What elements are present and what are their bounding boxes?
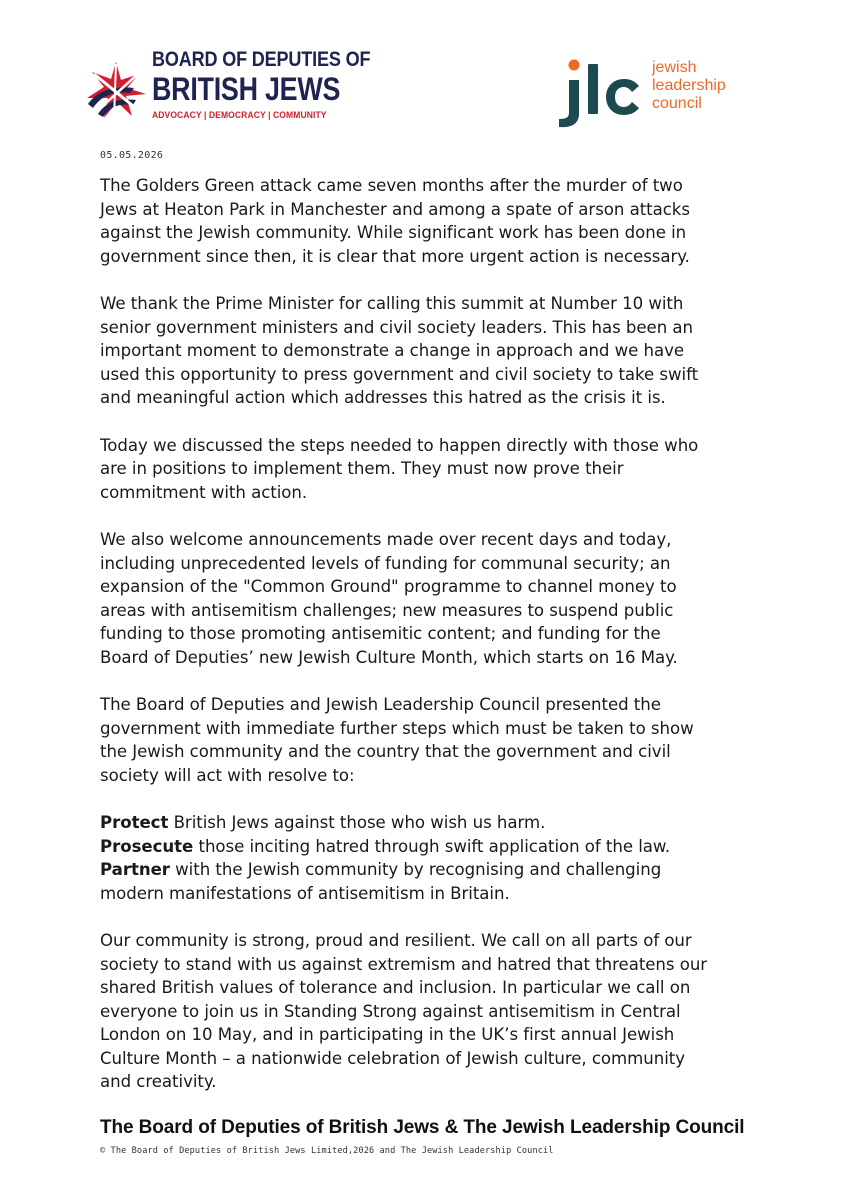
jlc-word-leadership: leadership bbox=[652, 77, 726, 94]
paragraph-7 bbox=[100, 929, 760, 1094]
jlc-word-jewish: jewish bbox=[652, 59, 697, 76]
statement-body bbox=[100, 174, 760, 1118]
text-line: funding to those promoting antisemitic content; and funding for the bbox=[100, 624, 661, 643]
paragraph-2 bbox=[100, 292, 760, 410]
text-line: We also welcome announcements made over recent days and today, bbox=[100, 530, 672, 549]
text-line: expansion of the "Common Ground" programme to channel money to bbox=[100, 577, 677, 596]
text-line: Jews at Heaton Park in Manchester and among a spate of arson attacks bbox=[100, 199, 690, 219]
commitment-protect-text: British Jews against those who wish us harm. bbox=[168, 813, 546, 832]
union-star-emblem-icon bbox=[84, 60, 148, 120]
commitment-prosecute bbox=[100, 835, 760, 859]
commitment-partner-keyword: Partner bbox=[100, 860, 170, 879]
jlc-word-council: council bbox=[652, 95, 702, 112]
text-line: including unprecedented levels of funding for communal security; an bbox=[100, 553, 671, 573]
text-line: the Jewish community and the country that the government and civil bbox=[100, 742, 671, 761]
bod-logo-line1: BOARD OF DEPUTIES OF bbox=[152, 48, 371, 71]
text-line: London on 10 May, and in participating in the UK’s first annual Jewish bbox=[100, 1025, 675, 1044]
signoff: The Board of Deputies of British Jews & The Jewish Leadership Council bbox=[100, 1117, 745, 1138]
commitment-protect-keyword: Protect bbox=[100, 813, 169, 832]
commitment-prosecute-keyword: Prosecute bbox=[100, 836, 194, 856]
copyright-notice: © The Board of Deputies of British Jews Limited,2026 and The Jewish Leadership Council bbox=[100, 1146, 554, 1156]
text-line: and meaningful action which addresses this hatred as the crisis it is. bbox=[100, 388, 666, 407]
text-line: Board of Deputies’ new Jewish Culture Month, which starts on 16 May. bbox=[100, 647, 678, 667]
text-line: against the Jewish community. While significant work has been done in bbox=[100, 223, 687, 242]
text-line: shared British values of tolerance and inclusion. In particular we call on bbox=[100, 978, 691, 997]
statement-date: 05.05.2026 bbox=[100, 150, 164, 161]
paragraph-5 bbox=[100, 693, 760, 787]
commitment-partner-continued: modern manifestations of antisemitism in Britain. bbox=[100, 883, 510, 903]
commitment-protect bbox=[100, 811, 760, 835]
text-line: We thank the Prime Minister for calling this summit at Number 10 with bbox=[100, 294, 684, 313]
text-line: everyone to join us in Standing Strong against antisemitism in Central bbox=[100, 1001, 681, 1021]
text-line: important moment to demonstrate a change in approach and we have bbox=[100, 341, 685, 360]
commitment-prosecute-text: those inciting hatred through swift application of the law. bbox=[193, 836, 671, 856]
paragraph-3 bbox=[100, 434, 760, 505]
text-line: Culture Month – a nationwide celebration of Jewish culture, community bbox=[100, 1048, 685, 1068]
text-line: used this opportunity to press government and civil society to take swift bbox=[100, 364, 699, 384]
paragraph-1 bbox=[100, 174, 760, 268]
jlc-wordmark bbox=[652, 59, 726, 113]
text-line: commitment with action. bbox=[100, 482, 308, 502]
bod-logo-tagline: ADVOCACY | DEMOCRACY | COMMUNITY bbox=[152, 110, 327, 121]
jewish-leadership-council-logo bbox=[555, 56, 765, 132]
text-line: Today we discussed the steps needed to happen directly with those who bbox=[100, 435, 699, 455]
paragraph-4 bbox=[100, 528, 760, 669]
text-line: are in positions to implement them. They must now prove their bbox=[100, 459, 624, 478]
text-line: The Golders Green attack came seven months after the murder of two bbox=[100, 176, 683, 195]
commitment-partner-text: with the Jewish community by recognising and challenging bbox=[169, 860, 662, 879]
text-line: government since then, it is clear that more urgent action is necessary. bbox=[100, 246, 690, 266]
text-line: The Board of Deputies and Jewish Leadership Council presented the bbox=[100, 695, 661, 714]
commitment-partner bbox=[100, 858, 760, 882]
text-line: Our community is strong, proud and resilient. We call on all parts of our bbox=[100, 931, 692, 950]
text-line: government with immediate further steps which must be taken to show bbox=[100, 718, 694, 738]
text-line: society to stand with us against extremism and hatred that threatens our bbox=[100, 954, 708, 974]
jlc-monogram-icon bbox=[555, 56, 643, 130]
text-line: areas with antisemitism challenges; new measures to suspend public bbox=[100, 600, 674, 620]
bod-logo-line2: BRITISH JEWS bbox=[152, 71, 341, 107]
text-line: society will act with resolve to: bbox=[100, 765, 355, 785]
paragraph-commitments bbox=[100, 811, 760, 905]
text-line: senior government ministers and civil society leaders. This has been an bbox=[100, 317, 693, 337]
text-line: and creativity. bbox=[100, 1072, 217, 1091]
board-of-deputies-logo bbox=[84, 48, 371, 128]
